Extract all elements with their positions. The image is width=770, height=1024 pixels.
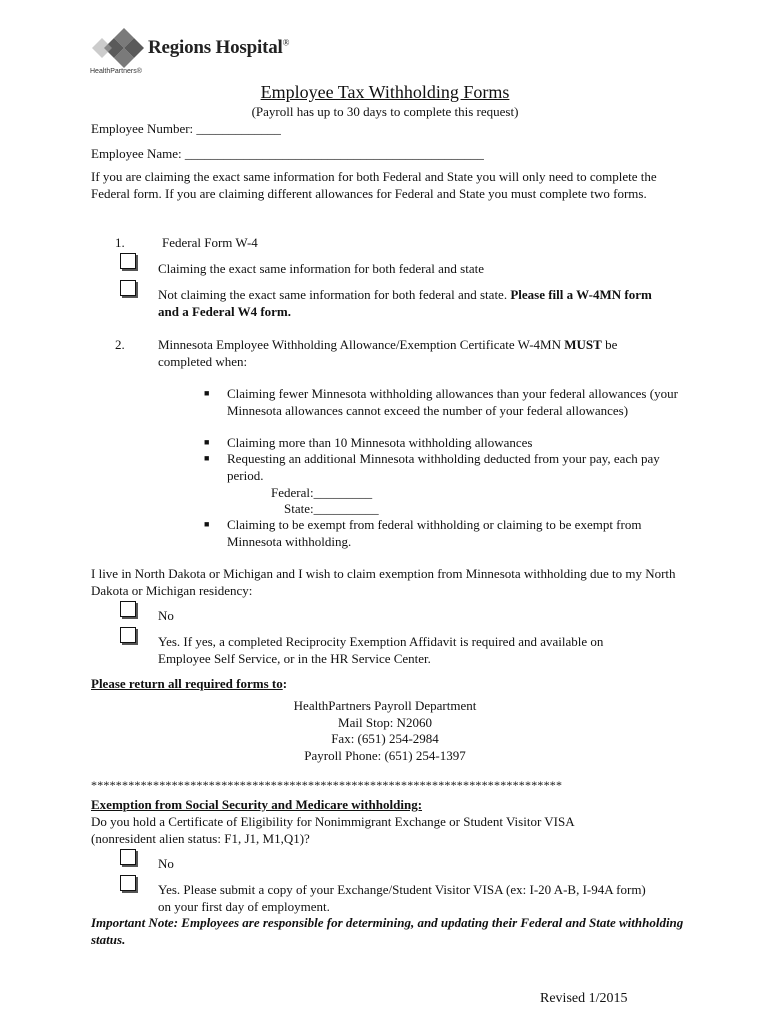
section2-heading: Minnesota Employee Withholding Allowance/Exemption Certificate W-4MN MUST be completed when: (158, 337, 618, 369)
section1-heading: Federal Form W-4 (162, 235, 258, 250)
diamond-logo-icon (90, 28, 146, 68)
revision-date: Revised 1/2015 (540, 991, 628, 1006)
bullet-icon: ■ (204, 453, 210, 463)
payroll-fax: Fax: (651) 254-2984 (331, 731, 439, 746)
reciprocity-no-label: No (158, 608, 174, 623)
intro-paragraph: If you are claiming the exact same information for both Federal and State you will only need to complete the Federal form. If you are claiming different allowances for Federal and State you must complete two forms. (91, 169, 657, 201)
section1-number: 1. (115, 235, 125, 250)
different-info-instruction: Please fill a W-4MN form and a Federal W4 form. (158, 287, 652, 319)
exemption-question: Do you hold a Certificate of Eligibility for Nonimmigrant Exchange or Student Visitor VISA (nonresident alien status: F1, J1, M1,Q1)? (91, 814, 574, 846)
employee-number-field[interactable]: Employee Number: _____________ (91, 121, 281, 136)
same-info-label: Claiming the exact same information for both federal and state (158, 261, 484, 276)
state-amount-field[interactable]: State:__________ (284, 501, 379, 516)
reciprocity-yes-checkbox[interactable] (120, 627, 136, 643)
page-subtitle: (Payroll has up to 30 days to complete this request) (251, 104, 519, 119)
payroll-phone: Payroll Phone: (651) 254-1397 (304, 747, 466, 763)
divider: **************************************************************************** (91, 778, 563, 792)
must-emphasis: MUST (564, 337, 602, 352)
payroll-address (0, 698, 770, 764)
exemption-heading: Exemption from Social Security and Medicare withholding: (91, 797, 423, 812)
bullet-additional-withholding: Requesting an additional Minnesota withholding deducted from your pay, each pay period. (227, 451, 660, 483)
exemption-no-checkbox[interactable] (120, 849, 136, 865)
different-info-label: Not claiming the exact same information for both federal and state. Please fill a W-4MN form and a Federal W4 form. (158, 287, 652, 319)
bullet-exempt: Claiming to be exempt from federal withholding or claiming to be exempt from Minnesota withholding. (227, 517, 642, 549)
bullet-icon: ■ (204, 519, 210, 529)
bullet-more-than-10: Claiming more than 10 Minnesota withholding allowances (227, 435, 533, 450)
payroll-dept: HealthPartners Payroll Department (293, 698, 477, 713)
regions-hospital-logo (90, 28, 300, 80)
important-note: Important Note: Employees are responsible for determining, and updating their Federal and State withholding status. (91, 915, 684, 947)
different-info-checkbox[interactable] (120, 280, 136, 296)
return-heading: Please return all required forms to: (91, 676, 288, 691)
page-title: Employee Tax Withholding Forms (260, 82, 510, 102)
reciprocity-no-checkbox[interactable] (120, 601, 136, 617)
exemption-yes-checkbox[interactable] (120, 875, 136, 891)
bullet-icon: ■ (204, 437, 210, 447)
reciprocity-yes-label: Yes. If yes, a completed Reciprocity Exemption Affidavit is required and available on Employee Self Service, or in the HR Service Center. (158, 634, 604, 666)
reciprocity-question: I live in North Dakota or Michigan and I wish to claim exemption from Minnesota withholding due to my North Dakota or Michigan residency: (91, 566, 676, 598)
payroll-mailstop: Mail Stop: N2060 (338, 714, 432, 730)
exemption-yes-label: Yes. Please submit a copy of your Exchange/Student Visitor VISA (ex: I-20 A-B, I-94A form) on your first day of employment. (158, 882, 646, 914)
bullet-fewer-allowances: Claiming fewer Minnesota withholding allowances than your federal allowances (your Minnesota allowances cannot exceed the number of your federal allowances) (227, 386, 678, 418)
exemption-no-label: No (158, 856, 174, 871)
same-info-checkbox[interactable] (120, 253, 136, 269)
employee-name-field[interactable]: Employee Name: ______________________________________________ (91, 146, 484, 161)
logo-name: Regions Hospital® (148, 37, 290, 58)
federal-amount-field[interactable]: Federal:_________ (271, 485, 373, 500)
logo-subtitle: HealthPartners® (90, 68, 142, 75)
section2-number: 2. (115, 337, 125, 352)
bullet-icon: ■ (204, 388, 210, 398)
